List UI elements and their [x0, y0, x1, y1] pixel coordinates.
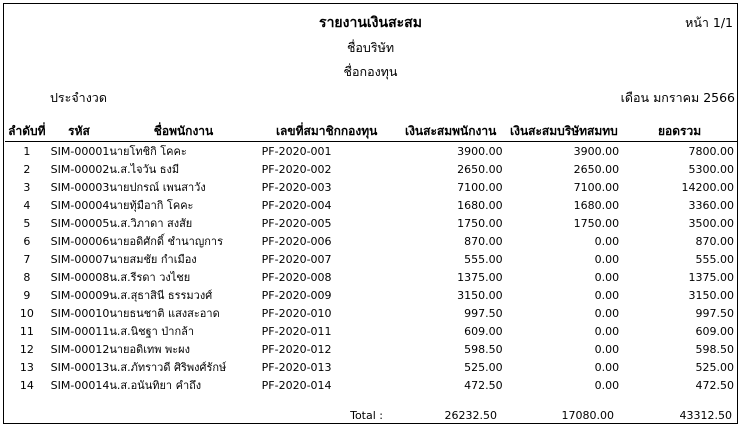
- row-employee-id: SIM-00011: [50, 324, 110, 338]
- row-employee-savings: 3900.00: [457, 144, 503, 158]
- row-employee-name: น.ส.สุธาสินี ธรรมวงศ์: [109, 289, 213, 302]
- row-company-savings: 0.00: [594, 288, 620, 302]
- row-no: 6: [23, 234, 31, 248]
- row-company-savings: 0.00: [594, 360, 620, 374]
- col-header-no: ลำดับที่: [5, 121, 49, 142]
- row-total: 5300.00: [688, 162, 734, 176]
- row-employee-savings: 870.00: [464, 234, 503, 248]
- row-company-savings: 0.00: [594, 306, 620, 320]
- report-sheet: [3, 3, 738, 424]
- row-employee-savings: 609.00: [464, 324, 503, 338]
- row-employee-name: นายอดิเทพ พะผง: [109, 343, 190, 356]
- row-member-no: PF-2020-008: [261, 270, 332, 284]
- row-employee-savings: 3150.00: [457, 288, 503, 302]
- row-employee-savings: 997.50: [464, 306, 503, 320]
- row-employee-id: SIM-00012: [50, 342, 110, 356]
- col-header-member: เลขที่สมาชิกกองทุน: [258, 121, 396, 142]
- row-total: 525.00: [695, 360, 734, 374]
- total-grand: 43312.50: [679, 409, 732, 422]
- row-employee-savings: 1375.00: [457, 270, 503, 284]
- table-row: [5, 178, 737, 196]
- row-total: 609.00: [695, 324, 734, 338]
- row-member-no: PF-2020-004: [261, 198, 332, 212]
- page-number: หน้า 1/1: [685, 15, 733, 30]
- row-member-no: PF-2020-005: [261, 216, 332, 230]
- row-employee-name: นายโทชิกิ โคคะ: [109, 145, 187, 158]
- row-employee-savings: 1680.00: [457, 198, 503, 212]
- row-member-no: PF-2020-009: [261, 288, 332, 302]
- month-label: เดือน มกราคม 2566: [620, 90, 735, 105]
- row-employee-id: SIM-00009: [50, 288, 110, 302]
- row-company-savings: 0.00: [594, 270, 620, 284]
- row-no: 10: [19, 306, 34, 320]
- totals-label: Total :: [350, 409, 383, 422]
- row-employee-savings: 7100.00: [457, 180, 503, 194]
- row-no: 3: [23, 180, 31, 194]
- row-member-no: PF-2020-002: [261, 162, 332, 176]
- row-member-no: PF-2020-003: [261, 180, 332, 194]
- row-company-savings: 1750.00: [573, 216, 620, 230]
- row-total: 598.50: [695, 342, 734, 356]
- table-row: [5, 322, 737, 340]
- row-employee-name: นายสมชัย กำเมือง: [109, 253, 197, 266]
- row-employee-id: SIM-00010: [50, 306, 110, 320]
- table-row: [5, 196, 737, 214]
- table-row: [5, 358, 737, 376]
- row-member-no: PF-2020-001: [261, 144, 332, 158]
- row-employee-id: SIM-00013: [50, 360, 110, 374]
- row-employee-savings: 2650.00: [457, 162, 503, 176]
- row-employee-savings: 1750.00: [457, 216, 503, 230]
- row-company-savings: 0.00: [594, 378, 620, 392]
- table-row: [5, 214, 737, 232]
- row-employee-name: น.ส.รีรดา วงไชย: [109, 271, 191, 284]
- report-title: รายงานเงินสะสม: [319, 15, 422, 31]
- row-no: 14: [19, 378, 34, 392]
- row-employee-id: SIM-00002: [50, 162, 110, 176]
- row-member-no: PF-2020-007: [261, 252, 332, 266]
- row-total: 14200.00: [681, 180, 734, 194]
- row-employee-name: น.ส.ภัทราวดี ศิริพงศ์รักษ์: [109, 361, 227, 374]
- row-employee-id: SIM-00014: [50, 378, 110, 392]
- row-no: 4: [23, 198, 31, 212]
- row-employee-name: นายธนชาติ แสงสะอาด: [109, 307, 220, 320]
- row-employee-id: SIM-00006: [50, 234, 110, 248]
- row-total: 1375.00: [688, 270, 734, 284]
- row-total: 870.00: [695, 234, 734, 248]
- row-employee-name: นายปกรณ์ เพนสาวัง: [109, 181, 206, 194]
- row-employee-id: SIM-00001: [50, 144, 110, 158]
- col-header-id: รหัส: [49, 121, 110, 142]
- table-row: [5, 268, 737, 286]
- table-row: [5, 160, 737, 178]
- row-member-no: PF-2020-014: [261, 378, 332, 392]
- row-company-savings: 1680.00: [573, 198, 620, 212]
- row-company-savings: 7100.00: [573, 180, 620, 194]
- col-header-company: เงินสะสมบริษัทสมทบ: [506, 121, 623, 142]
- row-employee-name: น.ส.วิภาดา สงสัย: [109, 217, 193, 230]
- row-no: 11: [19, 324, 34, 338]
- row-employee-savings: 525.00: [464, 360, 503, 374]
- row-total: 555.00: [695, 252, 734, 266]
- row-total: 3500.00: [688, 216, 734, 230]
- row-employee-name: นายอดิศักดิ์ ชำนาญการ: [109, 235, 223, 248]
- table-row: [5, 376, 737, 394]
- row-employee-name: น.ส.ไจวัน ธงมี: [109, 163, 180, 176]
- row-employee-id: SIM-00003: [50, 180, 110, 194]
- row-total: 3360.00: [688, 198, 734, 212]
- row-no: 13: [19, 360, 34, 374]
- totals-row: [5, 409, 735, 422]
- row-no: 7: [23, 252, 31, 266]
- row-no: 8: [23, 270, 31, 284]
- row-employee-name: นายทุ้มือากิ โคคะ: [109, 199, 194, 212]
- row-total: 3150.00: [688, 288, 734, 302]
- row-no: 12: [19, 342, 34, 356]
- table-header-row: [5, 121, 737, 142]
- row-company-savings: 2650.00: [573, 162, 620, 176]
- table-row: [5, 232, 737, 250]
- row-employee-savings: 555.00: [464, 252, 503, 266]
- row-no: 9: [23, 288, 31, 302]
- row-company-savings: 3900.00: [573, 144, 620, 158]
- row-company-savings: 0.00: [594, 234, 620, 248]
- row-employee-id: SIM-00008: [50, 270, 110, 284]
- row-total: 472.50: [695, 378, 734, 392]
- company-name-label: ชื่อบริษัท: [346, 40, 395, 55]
- row-employee-savings: 598.50: [464, 342, 503, 356]
- row-no: 5: [23, 216, 31, 230]
- row-no: 1: [23, 144, 31, 158]
- row-member-no: PF-2020-010: [261, 306, 332, 320]
- table-row: [5, 250, 737, 268]
- period-label: ประจำงวด: [50, 90, 107, 105]
- total-employee: 26232.50: [444, 409, 497, 422]
- row-employee-id: SIM-00005: [50, 216, 110, 230]
- table-row: [5, 286, 737, 304]
- row-employee-name: น.ส.นิชฐา ป่ากล้า: [109, 325, 195, 338]
- fund-name-label: ชื่อกองทุน: [343, 64, 398, 79]
- row-member-no: PF-2020-013: [261, 360, 332, 374]
- row-employee-savings: 472.50: [464, 378, 503, 392]
- row-company-savings: 0.00: [594, 252, 620, 266]
- row-total: 7800.00: [688, 144, 734, 158]
- row-company-savings: 0.00: [594, 324, 620, 338]
- row-employee-id: SIM-00004: [50, 198, 110, 212]
- table-row: [5, 142, 737, 161]
- col-header-employee: เงินสะสมพนักงาน: [396, 121, 506, 142]
- col-header-total: ยอดรวม: [622, 121, 737, 142]
- row-employee-id: SIM-00007: [50, 252, 110, 266]
- col-header-name: ชื่อพนักงาน: [109, 121, 257, 142]
- row-no: 2: [23, 162, 31, 176]
- total-company: 17080.00: [561, 409, 614, 422]
- row-company-savings: 0.00: [594, 342, 620, 356]
- row-employee-name: น.ส.อนันทิยา คำถึง: [109, 379, 202, 392]
- row-member-no: PF-2020-012: [261, 342, 332, 356]
- table-row: [5, 304, 737, 322]
- row-member-no: PF-2020-011: [261, 324, 332, 338]
- table-row: [5, 340, 737, 358]
- savings-table: [5, 121, 737, 394]
- row-member-no: PF-2020-006: [261, 234, 332, 248]
- row-total: 997.50: [695, 306, 734, 320]
